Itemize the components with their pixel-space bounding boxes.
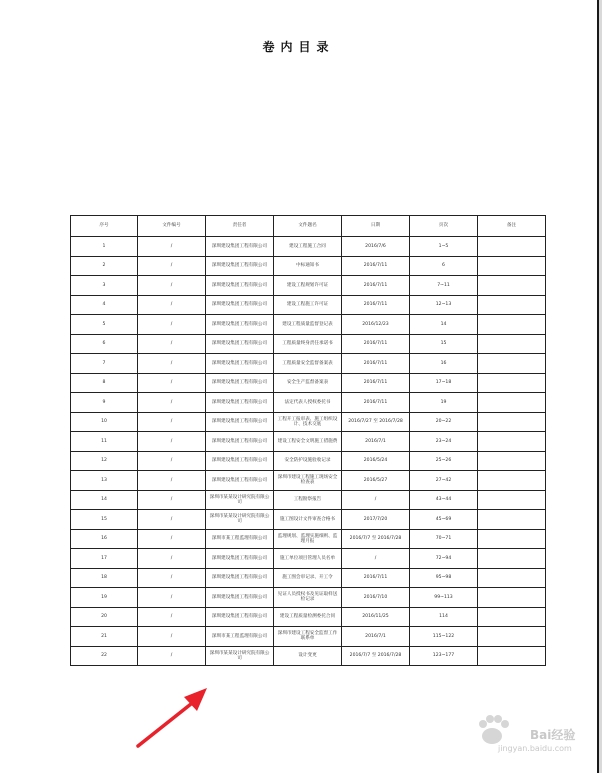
cell-title: 施工单位项目管理人员名单 — [274, 549, 342, 569]
table-row — [71, 432, 546, 452]
cell-no: 20 — [71, 607, 138, 627]
cell-pages: 27~42 — [410, 471, 478, 491]
cell-no: 4 — [71, 295, 138, 315]
cell-responsible: 深圳市某某设计研究院有限公司 — [206, 510, 274, 530]
cell-title: 施工图会审记录、开工令 — [274, 568, 342, 588]
cell-no: 19 — [71, 588, 138, 608]
cell-title: 建设工程质量监督登记表 — [274, 315, 342, 335]
cell-pages: 72~94 — [410, 549, 478, 569]
cell-file-no: / — [138, 295, 206, 315]
table-header-row — [71, 216, 546, 237]
cell-title: 安全防护设施验收记录 — [274, 451, 342, 471]
cell-file-no: / — [138, 393, 206, 413]
header-note: 备注 — [478, 216, 546, 237]
cell-file-no: / — [138, 471, 206, 491]
cell-file-no: / — [138, 373, 206, 393]
cell-file-no: / — [138, 529, 206, 549]
cell-note — [478, 393, 546, 413]
cell-date: 2016/7/11 — [342, 354, 410, 374]
cell-file-no: / — [138, 412, 206, 432]
cell-title: 工程质量终身责任承诺书 — [274, 334, 342, 354]
table-row — [71, 607, 546, 627]
cell-responsible: 深圳建设集团工程有限公司 — [206, 432, 274, 452]
table-row — [71, 393, 546, 413]
cell-pages: 1~5 — [410, 237, 478, 257]
cell-responsible: 深圳建设集团工程有限公司 — [206, 354, 274, 374]
cell-date: 2016/7/1 — [342, 432, 410, 452]
cell-no: 13 — [71, 471, 138, 491]
table-row — [71, 354, 546, 374]
cell-title: 中标通知书 — [274, 256, 342, 276]
header-no: 序号 — [71, 216, 138, 237]
cell-note — [478, 627, 546, 647]
cell-date: 2016/7/6 — [342, 237, 410, 257]
cell-date: / — [342, 490, 410, 510]
cell-date: 2016/5/27 — [342, 471, 410, 491]
cell-pages: 20~22 — [410, 412, 478, 432]
cell-no: 14 — [71, 490, 138, 510]
cell-no: 2 — [71, 256, 138, 276]
cell-title: 设计变更 — [274, 646, 342, 666]
cell-title: 监理规划、监理实施细则、监理月报 — [274, 529, 342, 549]
cell-pages: 45~69 — [410, 510, 478, 530]
cell-file-no: / — [138, 334, 206, 354]
cell-note — [478, 237, 546, 257]
cell-responsible: 深圳建设集团工程有限公司 — [206, 471, 274, 491]
cell-no: 18 — [71, 568, 138, 588]
cell-responsible: 深圳建设集团工程有限公司 — [206, 295, 274, 315]
cell-no: 12 — [71, 451, 138, 471]
cell-date: 2016/7/11 — [342, 393, 410, 413]
cell-title: 深圳市建设工程安全监督工作联系单 — [274, 627, 342, 647]
cell-title: 见证人员授权书及见证取样送检记录 — [274, 588, 342, 608]
table-row — [71, 627, 546, 647]
cell-no: 8 — [71, 373, 138, 393]
cell-no: 16 — [71, 529, 138, 549]
cell-date: 2016/7/10 — [342, 588, 410, 608]
cell-file-no: / — [138, 568, 206, 588]
header-title: 文件题名 — [274, 216, 342, 237]
cell-responsible: 深圳市某某设计研究院有限公司 — [206, 490, 274, 510]
table-row — [71, 646, 546, 666]
table-row — [71, 237, 546, 257]
cell-pages: 25~26 — [410, 451, 478, 471]
table-row — [71, 373, 546, 393]
cell-note — [478, 373, 546, 393]
cell-date: 2016/7/27 至 2016/7/28 — [342, 412, 410, 432]
cell-date: 2016/7/11 — [342, 276, 410, 296]
cell-note — [478, 646, 546, 666]
cell-file-no: / — [138, 432, 206, 452]
cell-note — [478, 490, 546, 510]
table-row — [71, 334, 546, 354]
cell-date: 2016/7/11 — [342, 334, 410, 354]
table-row — [71, 568, 546, 588]
cell-note — [478, 588, 546, 608]
header-pages: 页次 — [410, 216, 478, 237]
cell-note — [478, 315, 546, 335]
cell-responsible: 深圳建设集团工程有限公司 — [206, 568, 274, 588]
cell-pages: 70~71 — [410, 529, 478, 549]
cell-pages: 6 — [410, 256, 478, 276]
table-row — [71, 471, 546, 491]
header-responsible: 责任者 — [206, 216, 274, 237]
cell-file-no: / — [138, 276, 206, 296]
cell-responsible: 深圳建设集团工程有限公司 — [206, 256, 274, 276]
cell-date: 2016/5/24 — [342, 451, 410, 471]
cell-pages: 16 — [410, 354, 478, 374]
cell-file-no: / — [138, 627, 206, 647]
table-row — [71, 510, 546, 530]
header-date: 日期 — [342, 216, 410, 237]
cell-no: 6 — [71, 334, 138, 354]
cell-title: 工程质量安全监督备案表 — [274, 354, 342, 374]
table-row — [71, 529, 546, 549]
cell-note — [478, 607, 546, 627]
cell-note — [478, 256, 546, 276]
table-row — [71, 451, 546, 471]
table-row — [71, 549, 546, 569]
cell-pages: 19 — [410, 393, 478, 413]
cell-pages: 15 — [410, 334, 478, 354]
cell-file-no: / — [138, 607, 206, 627]
cell-pages: 95~98 — [410, 568, 478, 588]
cell-responsible: 深圳建设集团工程有限公司 — [206, 393, 274, 413]
cell-note — [478, 451, 546, 471]
cell-date: 2016/12/23 — [342, 315, 410, 335]
cell-date: 2016/7/11 — [342, 256, 410, 276]
cell-file-no: / — [138, 549, 206, 569]
cell-note — [478, 334, 546, 354]
cell-no: 5 — [71, 315, 138, 335]
cell-responsible: 深圳建设集团工程有限公司 — [206, 237, 274, 257]
cell-title: 施工图设计文件审查合格书 — [274, 510, 342, 530]
cell-date: 2016/7/1 — [342, 627, 410, 647]
cell-pages: 43~44 — [410, 490, 478, 510]
cell-title: 工程开工报审表、施工组织设计、技术交底 — [274, 412, 342, 432]
cell-responsible: 深圳建设集团工程有限公司 — [206, 412, 274, 432]
cell-title: 建设工程安全文明施工措施费 — [274, 432, 342, 452]
cell-title: 安全生产监督备案表 — [274, 373, 342, 393]
table-row — [71, 295, 546, 315]
cell-file-no: / — [138, 510, 206, 530]
cell-responsible: 深圳市某工程监理有限公司 — [206, 627, 274, 647]
cell-title: 建设工程质量检测委托合同 — [274, 607, 342, 627]
cell-no: 10 — [71, 412, 138, 432]
cell-pages: 114 — [410, 607, 478, 627]
cell-pages: 23~24 — [410, 432, 478, 452]
table-row — [71, 276, 546, 296]
cell-note — [478, 276, 546, 296]
cell-date: 2016/7/11 — [342, 373, 410, 393]
cell-date: 2016/7/7 至 2016/7/28 — [342, 646, 410, 666]
cell-title: 建设工程施工合同 — [274, 237, 342, 257]
cell-date: / — [342, 549, 410, 569]
cell-no: 9 — [71, 393, 138, 413]
cell-note — [478, 295, 546, 315]
cell-responsible: 深圳建设集团工程有限公司 — [206, 315, 274, 335]
cell-note — [478, 471, 546, 491]
cell-date: 2017/7/20 — [342, 510, 410, 530]
cell-file-no: / — [138, 256, 206, 276]
table-row — [71, 315, 546, 335]
cell-file-no: / — [138, 315, 206, 335]
cell-title: 建设工程施工许可证 — [274, 295, 342, 315]
watermark-url: jingyan.baidu.com — [498, 744, 572, 753]
table-row — [71, 588, 546, 608]
cell-pages: 7~11 — [410, 276, 478, 296]
cell-file-no: / — [138, 237, 206, 257]
cell-file-no: / — [138, 490, 206, 510]
cell-title: 深圳市建设工程施工现场安全检查表 — [274, 471, 342, 491]
cell-responsible: 深圳市某某设计研究院有限公司 — [206, 646, 274, 666]
cell-pages: 115~122 — [410, 627, 478, 647]
cell-no: 21 — [71, 627, 138, 647]
cell-pages: 12~13 — [410, 295, 478, 315]
cell-no: 17 — [71, 549, 138, 569]
table-row — [71, 256, 546, 276]
cell-responsible: 深圳建设集团工程有限公司 — [206, 451, 274, 471]
cell-pages: 17~18 — [410, 373, 478, 393]
cell-note — [478, 549, 546, 569]
cell-note — [478, 510, 546, 530]
cell-responsible: 深圳建设集团工程有限公司 — [206, 588, 274, 608]
cell-note — [478, 568, 546, 588]
cell-pages: 123~177 — [410, 646, 478, 666]
cell-no: 11 — [71, 432, 138, 452]
cell-pages: 14 — [410, 315, 478, 335]
cell-file-no: / — [138, 646, 206, 666]
cell-responsible: 深圳建设集团工程有限公司 — [206, 607, 274, 627]
cell-no: 22 — [71, 646, 138, 666]
cell-note — [478, 354, 546, 374]
cell-note — [478, 412, 546, 432]
cell-responsible: 深圳建设集团工程有限公司 — [206, 549, 274, 569]
cell-responsible: 深圳建设集团工程有限公司 — [206, 373, 274, 393]
table-row — [71, 490, 546, 510]
cell-date: 2016/7/11 — [342, 568, 410, 588]
watermark-brand: Bai经验 — [530, 728, 576, 742]
document-title: 卷内目录 — [262, 40, 335, 54]
header-file-no: 文件编号 — [138, 216, 206, 237]
cell-no: 7 — [71, 354, 138, 374]
cell-date: 2016/11/25 — [342, 607, 410, 627]
cell-date: 2016/7/7 至 2016/7/28 — [342, 529, 410, 549]
cell-responsible: 深圳建设集团工程有限公司 — [206, 276, 274, 296]
cell-file-no: / — [138, 588, 206, 608]
cell-responsible: 深圳建设集团工程有限公司 — [206, 334, 274, 354]
cell-no: 3 — [71, 276, 138, 296]
catalog-table — [70, 215, 546, 666]
cell-file-no: / — [138, 354, 206, 374]
cell-pages: 99~113 — [410, 588, 478, 608]
cell-note — [478, 432, 546, 452]
cell-note — [478, 529, 546, 549]
cell-responsible: 深圳市某工程监理有限公司 — [206, 529, 274, 549]
table-row — [71, 412, 546, 432]
cell-no: 15 — [71, 510, 138, 530]
cell-date: 2016/7/11 — [342, 295, 410, 315]
cell-title: 建设工程规划许可证 — [274, 276, 342, 296]
cell-no: 1 — [71, 237, 138, 257]
cell-file-no: / — [138, 451, 206, 471]
cell-title: 工程勘察报告 — [274, 490, 342, 510]
cell-title: 法定代表人授权委托书 — [274, 393, 342, 413]
